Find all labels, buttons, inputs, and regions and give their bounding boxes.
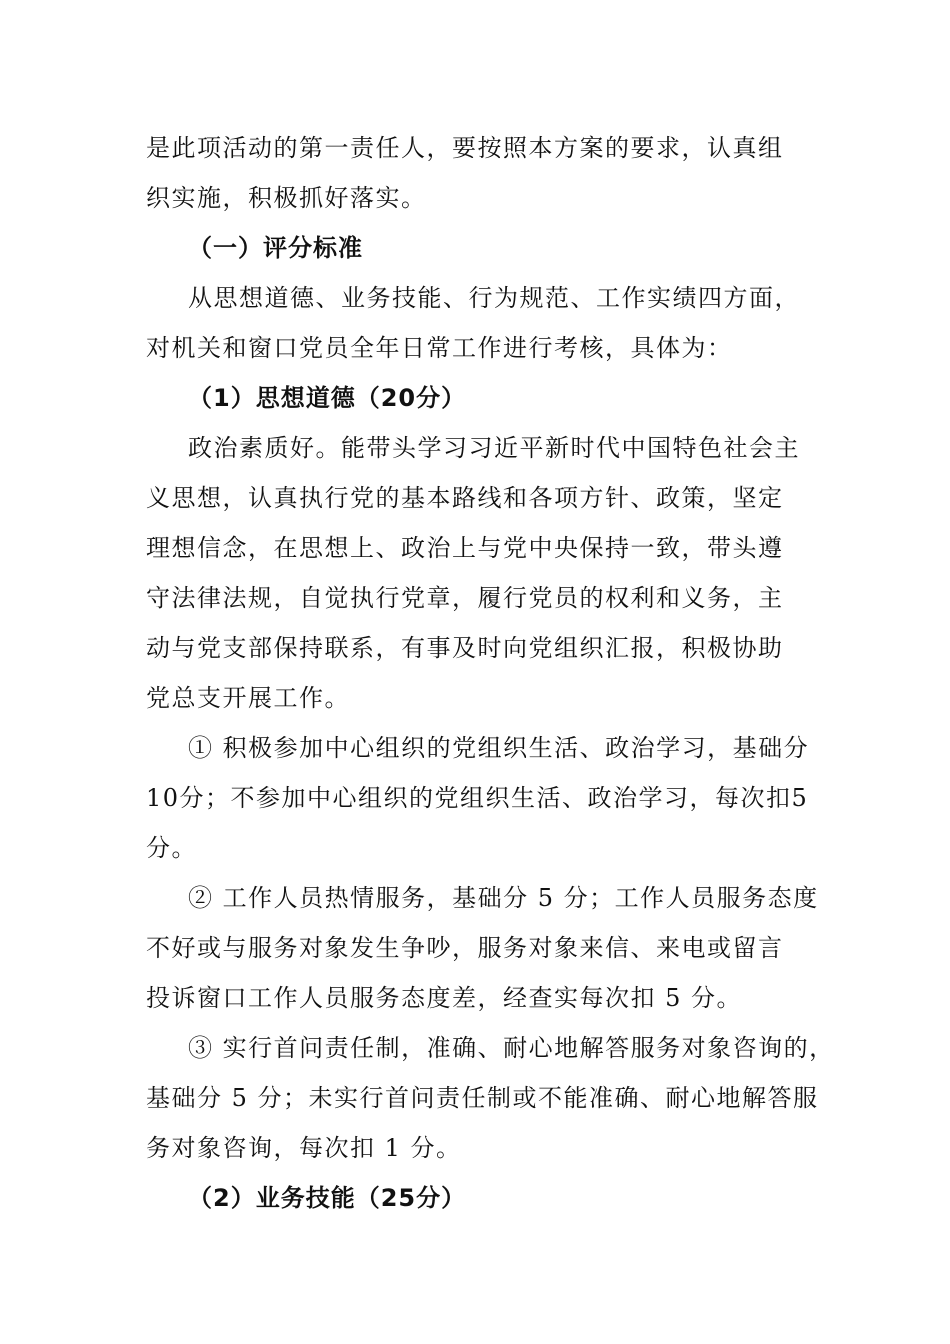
body-text-line: 对机关和窗口党员全年日常工作进行考核，具体为： <box>146 334 733 362</box>
body-text-line: 理想信念，在思想上、政治上与党中央保持一致，带头遵 <box>146 534 784 562</box>
body-text-line: 动与党支部保持联系，有事及时向党组织汇报，积极协助 <box>146 634 784 662</box>
body-text-line: 党总支开展工作。 <box>146 684 350 712</box>
body-text-line: 从思想道德、业务技能、行为规范、工作实绩四方面， <box>188 284 800 312</box>
body-text-line: 政治素质好。能带头学习习近平新时代中国特色社会主 <box>188 434 800 462</box>
body-text-line: 义思想，认真执行党的基本路线和各项方针、政策，坚定 <box>146 484 784 512</box>
body-text-line: 是此项活动的第一责任人，要按照本方案的要求，认真组 <box>146 134 784 162</box>
list-item-text: ① 积极参加中心组织的党组织生活、政治学习，基础分 <box>188 734 810 762</box>
section-heading: （一）评分标准 <box>188 234 363 262</box>
subsection-heading: （2）业务技能（25分） <box>188 1184 467 1212</box>
list-item-text: 投诉窗口工作人员服务态度差，经查实每次扣 5 分。 <box>146 984 743 1012</box>
body-text-line: 守法律法规，自觉执行党章，履行党员的权利和义务，主 <box>146 584 784 612</box>
subsection-heading: （1）思想道德（20分） <box>188 384 467 412</box>
list-item-text: ② 工作人员热情服务，基础分 5 分；工作人员服务态度 <box>188 884 819 912</box>
list-item-text: 10分；不参加中心组织的党组织生活、政治学习，每次扣5 <box>146 784 809 812</box>
list-item-text: 不好或与服务对象发生争吵，服务对象来信、来电或留言 <box>146 934 784 962</box>
list-item-text: ③ 实行首问责任制，准确、耐心地解答服务对象咨询的， <box>188 1034 835 1062</box>
body-text-line: 织实施，积极抓好落实。 <box>146 184 427 212</box>
list-item-text: 基础分 5 分；未实行首问责任制或不能准确、耐心地解答服 <box>146 1084 819 1112</box>
list-item-text: 务对象咨询，每次扣 1 分。 <box>146 1134 462 1162</box>
list-item-text: 分。 <box>146 834 197 862</box>
